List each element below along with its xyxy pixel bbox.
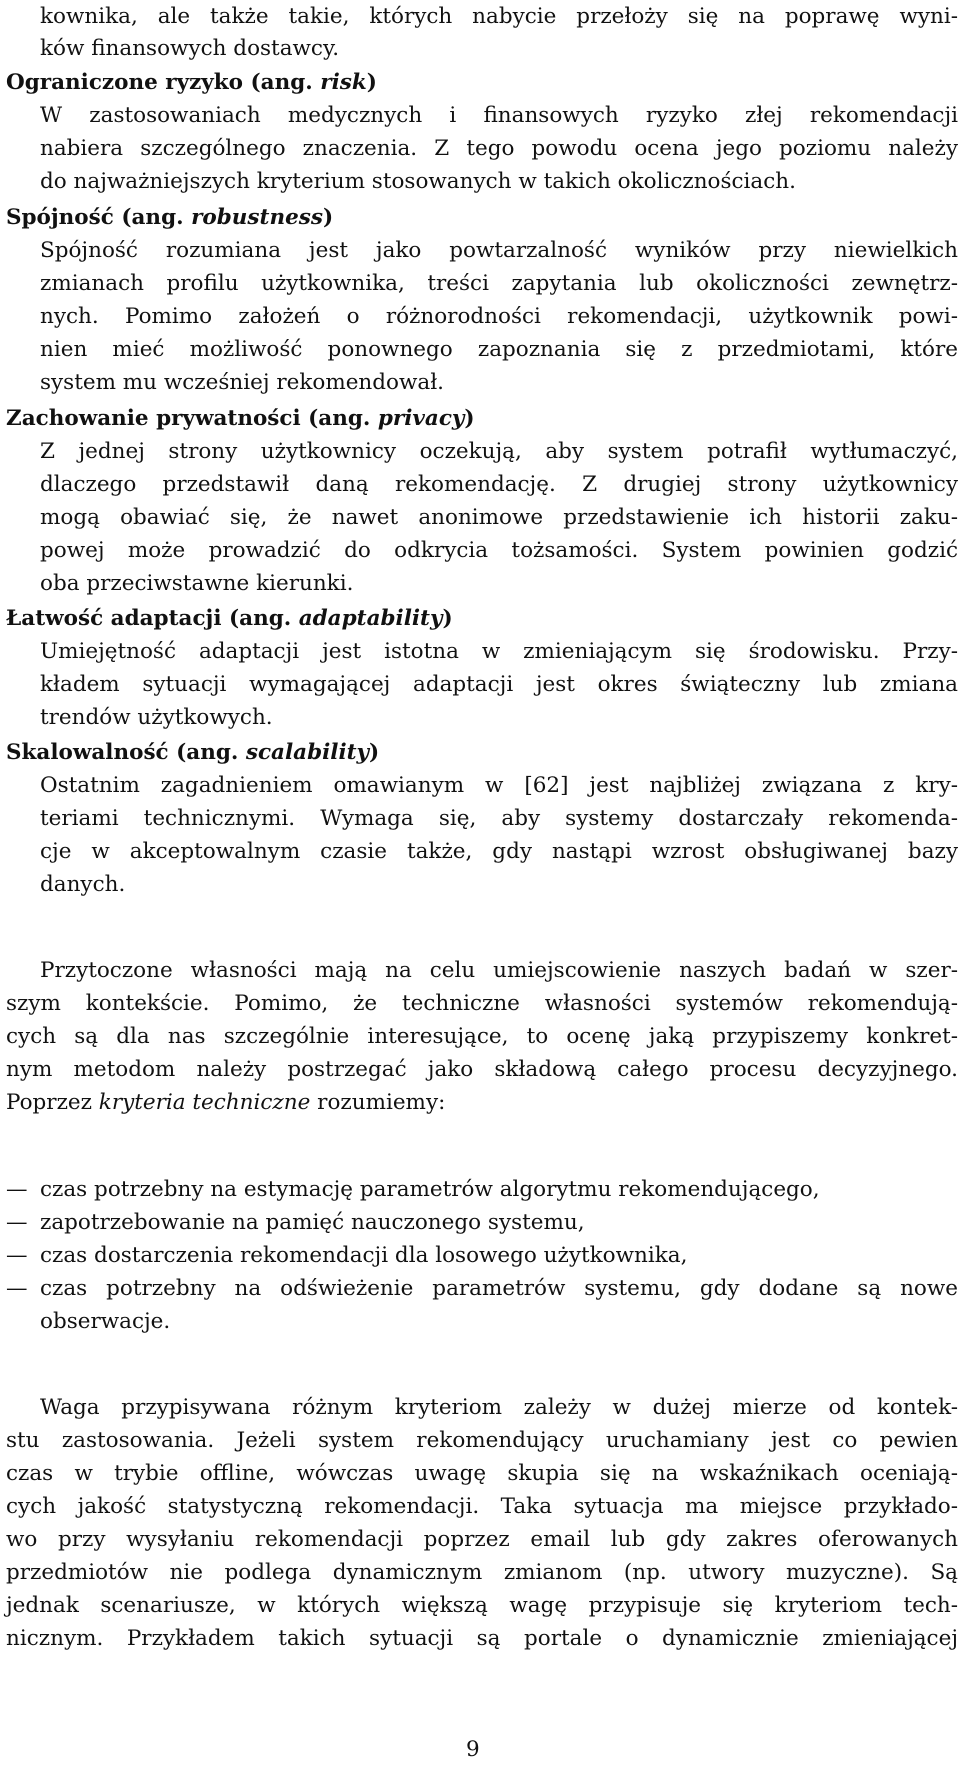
body-line: nych. Pomimo założeń o różnorodności rekomendacji, użytkownik powi- — [40, 304, 958, 329]
body-line: Spójność rozumiana jest jako powtarzalność wyników przy niewielkich — [40, 238, 958, 263]
definition-term-adaptability: Łatwość adaptacji (ang. adaptability) — [6, 606, 453, 631]
paragraph-line: Przytoczone własności mają na celu umiejscowienie naszych badań w szer- — [40, 958, 958, 983]
paragraph-line: jednak scenariusze, w których większą wagę przypisuje się kryteriom tech- — [6, 1593, 958, 1618]
body-line: zmianach profilu użytkownika, treści zapytania lub okoliczności zewnętrz- — [40, 271, 958, 296]
definition-term-privacy: Zachowanie prywatności (ang. privacy) — [6, 406, 475, 431]
body-line: nien mieć możliwość ponownego zapoznania się z przedmiotami, które — [40, 337, 958, 362]
list-dash: — — [6, 1210, 28, 1235]
paragraph-line: Waga przypisywana różnym kryteriom zależy w dużej mierze od kontek- — [40, 1395, 958, 1420]
body-line: trendów użytkowych. — [40, 705, 273, 730]
body-line: powej może prowadzić do odkrycia tożsamości. System powinien godzić — [40, 538, 958, 563]
list-item-continuation: obserwacje. — [40, 1309, 171, 1334]
list-item: czas potrzebny na odświeżenie parametrów systemu, gdy dodane są nowe — [40, 1276, 958, 1301]
body-line: kownika, ale także takie, których nabycie przełoży się na poprawę wyni- — [40, 4, 958, 29]
body-line: danych. — [40, 872, 126, 897]
body-line: Z jednej strony użytkownicy oczekują, aby system potrafił wytłumaczyć, — [40, 439, 958, 464]
body-line: do najważniejszych kryterium stosowanych w takich okolicznościach. — [40, 169, 796, 194]
list-dash: — — [6, 1177, 28, 1202]
body-line: Umiejętność adaptacji jest istotna w zmieniającym się środowisku. Przy- — [40, 639, 958, 664]
body-line: cje w akceptowalnym czasie także, gdy nastąpi wzrost obsługiwanej bazy — [40, 839, 958, 864]
body-line: ków finansowych dostawcy. — [40, 36, 340, 61]
paragraph-line: cych jakość statystyczną rekomendacji. Taka sytuacja ma miejsce przykłado- — [6, 1494, 958, 1519]
body-line: Ostatnim zagadnieniem omawianym w [62] jest najbliżej związana z kry- — [40, 773, 958, 798]
paragraph-line: stu zastosowania. Jeżeli system rekomendujący uruchamiany jest co pewien — [6, 1428, 958, 1453]
body-line: system mu wcześniej rekomendował. — [40, 370, 445, 395]
paragraph-line: szym kontekście. Pomimo, że techniczne własności systemów rekomendują- — [6, 991, 958, 1016]
body-line: mogą obawiać się, że nawet anonimowe przedstawienie ich historii zaku- — [40, 505, 958, 530]
list-item: czas potrzebny na estymację parametrów algorytmu rekomendującego, — [40, 1177, 820, 1202]
definition-term-scalability: Skalowalność (ang. scalability) — [6, 740, 380, 765]
page-number: 9 — [466, 1737, 480, 1762]
body-line: teriami technicznymi. Wymaga się, aby systemy dostarczały rekomenda- — [40, 806, 958, 831]
list-dash: — — [6, 1243, 28, 1268]
list-item: czas dostarczenia rekomendacji dla losowego użytkownika, — [40, 1243, 688, 1268]
body-line: nabiera szczególnego znaczenia. Z tego powodu ocena jego poziomu należy — [40, 136, 958, 161]
list-dash: — — [6, 1276, 28, 1301]
body-line: kładem sytuacji wymagającej adaptacji jest okres świąteczny lub zmiana — [40, 672, 958, 697]
definition-term-risk: Ograniczone ryzyko (ang. risk) — [6, 70, 377, 95]
paragraph-line: przedmiotów nie podlega dynamicznym zmianom (np. utwory muzyczne). Są — [6, 1560, 958, 1585]
definition-term-robustness: Spójność (ang. robustness) — [6, 205, 334, 230]
paragraph-line: czas w trybie offline, wówczas uwagę skupia się na wskaźnikach oceniają- — [6, 1461, 958, 1486]
body-line: oba przeciwstawne kierunki. — [40, 571, 354, 596]
paragraph-line: nicznym. Przykładem takich sytuacji są portale o dynamicznie zmieniającej — [6, 1626, 958, 1651]
paragraph-line: wo przy wysyłaniu rekomendacji poprzez email lub gdy zakres oferowanych — [6, 1527, 958, 1552]
paragraph-line: cych są dla nas szczególnie interesujące, to ocenę jaką przypiszemy konkret- — [6, 1024, 958, 1049]
paragraph-line: nym metodom należy postrzegać jako składową całego procesu decyzyjnego. — [6, 1057, 958, 1082]
body-line: dlaczego przedstawił daną rekomendację. Z drugiej strony użytkownicy — [40, 472, 958, 497]
body-line: W zastosowaniach medycznych i finansowych ryzyko złej rekomendacji — [40, 103, 958, 128]
list-item: zapotrzebowanie na pamięć nauczonego systemu, — [40, 1210, 585, 1235]
paragraph-line: Poprzez kryteria techniczne rozumiemy: — [6, 1090, 446, 1115]
